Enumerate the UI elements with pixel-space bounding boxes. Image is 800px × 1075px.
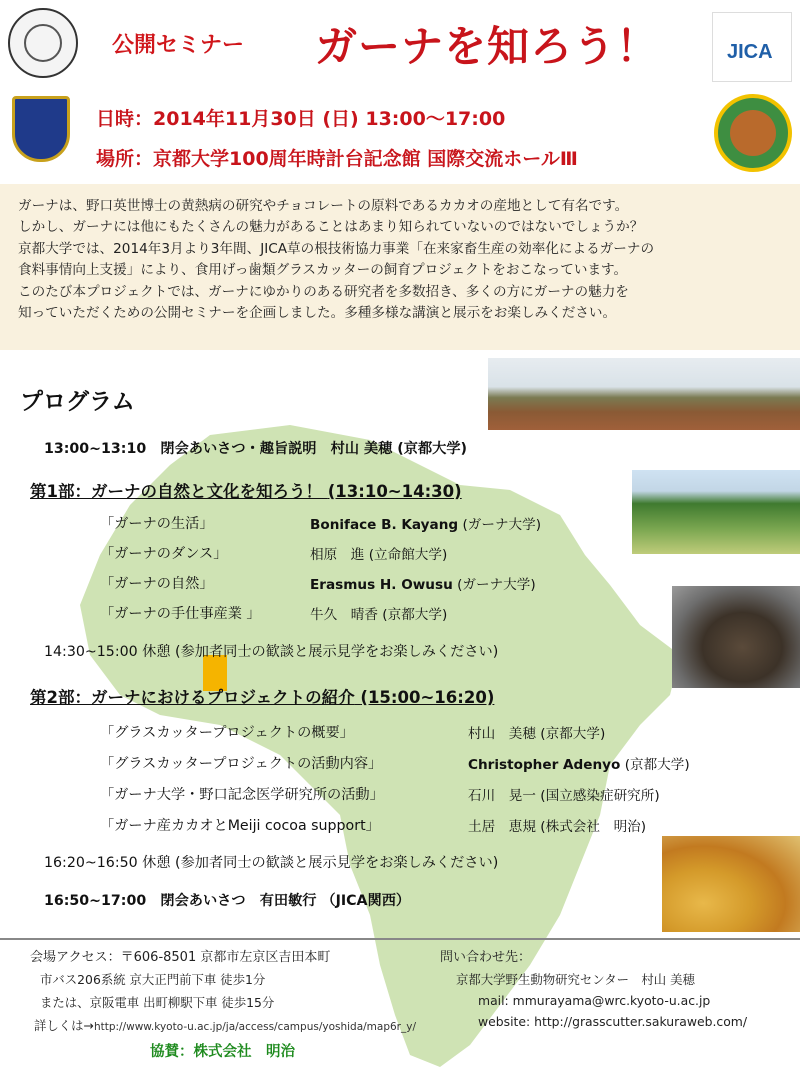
jica-logo-text: JICA	[727, 41, 773, 63]
part2-label: 第2部：	[30, 688, 91, 707]
part2-time: (15:00~16:20)	[360, 688, 495, 707]
talk-title: 「ガーナの自然」	[100, 576, 214, 592]
speaker-affiliation: (立命館大学)	[368, 547, 448, 563]
speaker-name: 牛久 晴香	[310, 607, 378, 623]
talk-speaker	[310, 513, 541, 533]
break2-row: 16:20~16:50 休憩 (参加者同士の歓談と展示見学をお楽しみください)	[44, 855, 499, 871]
university-of-ghana-crest	[12, 96, 70, 162]
part2-heading	[30, 684, 494, 708]
part1-time: (13:10~14:30)	[327, 482, 462, 501]
access-details	[34, 1016, 416, 1034]
talk-title: 「ガーナのダンス」	[100, 546, 228, 562]
details-link[interactable]: http://www.kyoto-u.ac.jp/ja/access/campus/yoshida/map6r_y/	[93, 1021, 416, 1033]
page-title: ガーナを知ろう！	[315, 22, 660, 71]
speaker-affiliation: (ガーナ大学)	[462, 517, 542, 533]
access-bus: 市バス206系統 京大正門前下車 徒歩1分	[40, 972, 266, 987]
speaker-name: 石川 晃一	[468, 788, 536, 804]
intro-line: 知っていただくための公開セミナーを企画しました。多種多様な講演と展示をお楽しみください。	[18, 305, 617, 322]
talk-title: 「グラスカッタープロジェクトの活動内容」	[100, 756, 383, 772]
talk-speaker	[468, 784, 660, 804]
speaker-name: 村山 美穂	[468, 726, 536, 742]
access-train: または、京阪電車 出町柳駅下車 徒歩15分	[40, 995, 275, 1010]
sponsor-text: 協賛：株式会社 明治	[150, 1044, 295, 1060]
speaker-name: Erasmus H. Owusu	[310, 577, 453, 593]
speaker-name: Boniface B. Kayang	[310, 517, 459, 533]
speaker-affiliation: (京都大学)	[624, 757, 690, 773]
contact-website[interactable]: website: http://grasscutter.sakuraweb.com/	[478, 1014, 748, 1029]
jica-logo	[712, 12, 792, 82]
talk-speaker	[468, 722, 605, 742]
cocoa-pods-photo	[662, 836, 800, 932]
talk-speaker	[310, 573, 536, 593]
part2-title: ガーナにおけるプロジェクトの紹介	[90, 688, 355, 707]
contact-label: 問い合わせ先：	[440, 950, 532, 965]
intro-line: しかし、ガーナには他にもたくさんの魅力があることはあまり知られていないのではないでしょうか？	[18, 219, 644, 236]
intro-line: 京都大学では、2014年3月より3年間、JICA草の根技術協力事業「在来家畜生産の効率化によるガーナの	[18, 240, 655, 257]
event-place: 場所：京都大学100周年時計台記念館 国際交流ホールⅢ	[96, 148, 578, 170]
footer-divider	[0, 938, 800, 940]
speaker-affiliation: (京都大学)	[540, 726, 606, 742]
savanna-photo	[488, 358, 800, 430]
details-label: 詳しくは→	[34, 1018, 94, 1033]
talk-title: 「ガーナ産カカオとMeiji cocoa support」	[100, 818, 380, 834]
contact-org: 京都大学野生動物研究センター 村山 美穂	[456, 972, 695, 987]
kyoto-university-logo	[8, 8, 78, 78]
break1-row: 14:30~15:00 休憩 (参加者同士の歓談と展示見学をお楽しみください)	[44, 644, 499, 660]
program-title: プログラム	[20, 389, 135, 415]
talk-title: 「ガーナの生活」	[100, 516, 214, 532]
intro-line: ガーナは、野口英世博士の黄熱病の研究やチョコレートの原料であるカカオの産地として有名です。	[18, 198, 629, 214]
part1-label: 第1部：	[30, 482, 91, 501]
speaker-affiliation: (国立感染症研究所)	[540, 788, 660, 804]
intro-line: 食料事情向上支援」により、食用げっ歯類グラスカッターの飼育プロジェクトをおこなっています。	[18, 262, 628, 279]
contact-mail[interactable]: mail: mmurayama@wrc.kyoto-u.ac.jp	[478, 993, 711, 1008]
talk-speaker	[310, 543, 447, 563]
antelope-photo	[632, 470, 800, 554]
speaker-affiliation: (ガーナ大学)	[457, 577, 536, 593]
access-heading	[30, 946, 330, 965]
intro-box	[0, 184, 800, 350]
talk-speaker	[310, 603, 447, 623]
talk-title: 「グラスカッタープロジェクトの概要」	[100, 725, 354, 741]
speaker-affiliation: (株式会社 明治)	[540, 819, 647, 835]
access-label: 会場アクセス：	[30, 950, 121, 965]
speaker-name: 相原 進	[310, 547, 365, 563]
speaker-name: Christopher Adenyo	[468, 757, 621, 773]
talk-speaker	[468, 815, 646, 835]
intro-line: このたび本プロジェクトでは、ガーナにゆかりのある研究者を多数招き、多くの方にガーナの魅力を	[18, 283, 629, 300]
opening-row: 13:00~13:10 閉会あいさつ・趣旨説明 村山 美穂 (京都大学)	[44, 441, 467, 457]
speaker-name: 土居 恵規	[468, 819, 536, 835]
event-date: 日時：2014年11月30日 (日) 13:00〜17:00	[96, 108, 506, 130]
talk-speaker	[468, 753, 690, 773]
access-address: 〒606-8501 京都市左京区吉田本町	[120, 950, 331, 965]
closing-row: 16:50~17:00 閉会あいさつ 有田敏行 （JICA関西）	[44, 893, 411, 909]
speaker-affiliation: (京都大学)	[382, 607, 448, 623]
part1-title: ガーナの自然と文化を知ろう！	[90, 482, 322, 501]
part1-heading	[30, 478, 462, 502]
seminar-label: 公開セミナー	[112, 33, 245, 58]
grasscutter-photo	[672, 586, 800, 688]
talk-title: 「ガーナの手仕事産業 」	[100, 606, 261, 622]
grasscutter-project-logo	[714, 94, 792, 172]
talk-title: 「ガーナ大学・野口記念医学研究所の活動」	[100, 787, 384, 803]
